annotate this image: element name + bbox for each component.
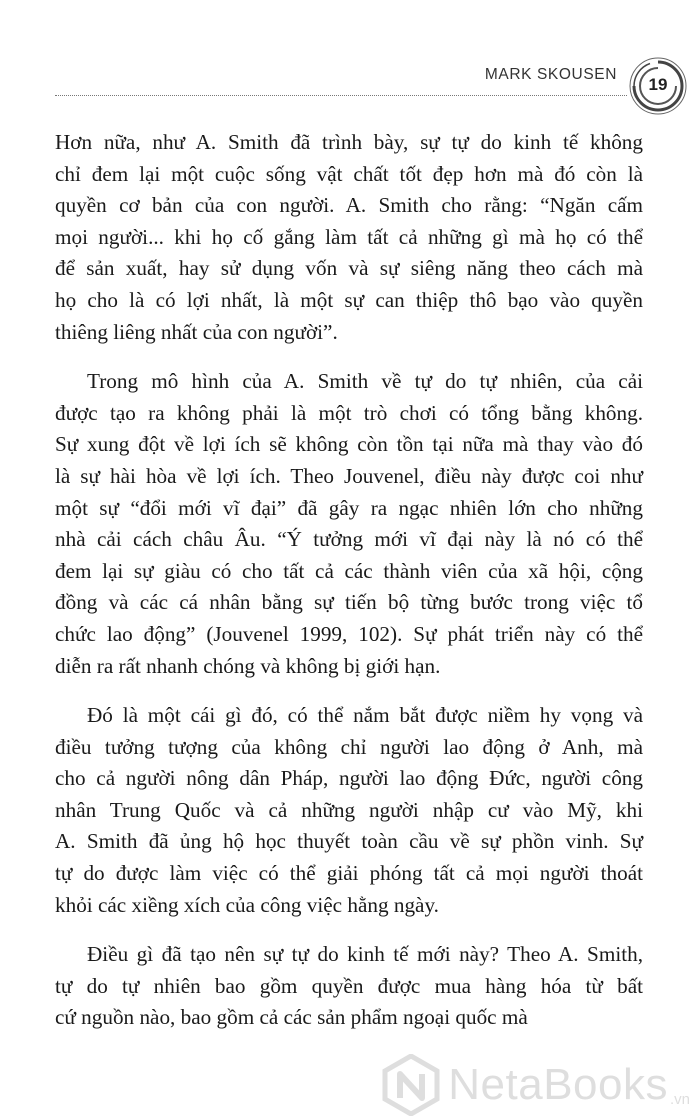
text-line: cho cả người nông dân Pháp, người lao động Đức, người công [55,766,643,791]
text-line: Đó là một cái gì đó, có thể nắm bắt được niềm hy vọng và [87,703,643,728]
text-line: Điều gì đã tạo nên sự tự do kinh tế mới này? Theo A. Smith, [87,942,643,967]
text-line: là sự hài hòa về lợi ích. Theo Jouvenel, điều này được coi như [55,463,643,488]
watermark-text: NetaBooks [448,1060,668,1109]
paragraph [55,700,643,921]
header-author: MARK SKOUSEN [484,66,617,83]
paragraph [55,939,643,1034]
text-line: chỉ đem lại một cuộc sống vật chất tốt đẹp hơn mà đó còn là [55,161,643,186]
text-line: khỏi các xiềng xích của công việc hằng ngày. [55,892,439,917]
text-line: nhà cải cách châu Âu. “Ý tưởng mới vĩ đại này là nó có thể [55,527,643,552]
watermark-suffix: .vn [669,1091,690,1108]
body-text [55,127,643,1052]
text-line: tự do tự nhiên bao gồm quyền được mua hàng hóa từ bất [55,973,643,998]
text-line: Hơn nữa, như A. Smith đã trình bày, sự tự do kinh tế không [55,130,643,154]
header-divider [55,95,627,96]
text-line: mọi người... khi họ cố gắng làm tất cả những gì mà họ có thể [55,224,643,249]
text-line: cứ nguồn nào, bao gồm cả các sản phẩm ngoại quốc mà [55,1005,528,1030]
text-line: chức lao động” (Jouvenel 1999, 102). Sự phát triển này có thể [55,621,643,646]
netabooks-logo-icon [382,1054,440,1116]
watermark [382,1054,690,1116]
text-line: Trong mô hình của A. Smith về tự do tự nhiên, của cải [87,369,643,394]
text-line: tự do được làm việc có thể giải phóng tất cả mọi người thoát [55,861,643,886]
text-line: nhân Trung Quốc và cả những người nhập cư vào Mỹ, khi [55,797,643,822]
text-line: A. Smith đã ủng hộ học thuyết toàn cầu về sự phồn vinh. Sự [55,829,643,854]
page-number: 19 [648,75,668,94]
text-line: họ cho là có lợi nhất, là một sự can thiệp thô bạo vào quyền [55,287,643,312]
text-line: một sự “đổi mới vĩ đại” đã gây ra ngạc nhiên lớn cho những [55,495,643,520]
page-number-badge [620,48,696,124]
text-line: thiêng liêng nhất của con người”. [55,319,338,344]
text-line: quyền cơ bản của con người. A. Smith cho rằng: “Ngăn cấm [55,193,643,218]
paragraph [55,127,643,348]
text-line: Sự xung đột về lợi ích sẽ không còn tồn tại nữa mà thay vào đó [55,432,643,457]
text-line: để sản xuất, hay sử dụng vốn và sự siêng năng theo cách mà [55,256,643,281]
text-line: diễn ra rất nhanh chóng và không bị giới hạn. [55,653,441,678]
text-line: điều tưởng tượng của không chỉ người lao động ở Anh, mà [55,734,643,759]
text-line: được tạo ra không phải là một trò chơi có tổng bằng không. [55,400,643,425]
text-line: đem lại sự giàu có cho tất cả các thành viên của xã hội, cộng [55,558,643,583]
text-line: đồng và các cá nhân bằng sự tiến bộ từng bước trong việc tổ [55,590,643,615]
paragraph [55,366,643,682]
